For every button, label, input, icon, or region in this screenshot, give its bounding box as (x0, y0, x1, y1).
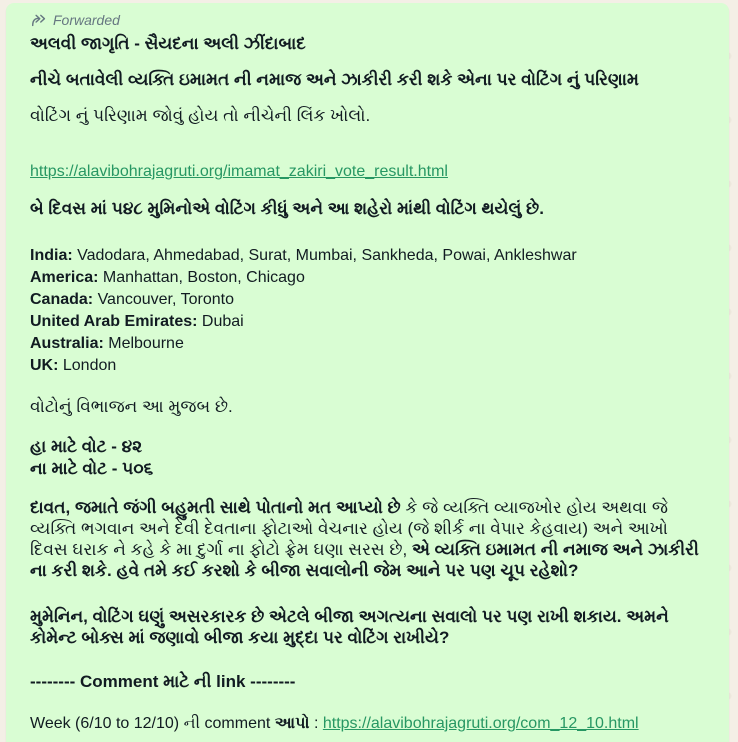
city-names: Melbourne (103, 335, 184, 352)
feedback-paragraph: મુમેનિન, વોટિંગ ઘણું અસરકારક છે એટલે બીજા અગત્યના સવાલો પર પણ રાખી શકાય. અમને કોમેન્ટ બોક્સ માં જણાવો બીજા કયા મુદ્દા પર વોટિંગ રાખીયે? (30, 607, 669, 647)
argument-bold-end: એ વ્યક્તિ ઇમામત ની નમાજ અને ઝાકીરી ના કરી શકે. હવે તમે કઈ કરશો કે બીજા સવાલોની જેમ આને પર પણ ચૂપ રહેશો? (30, 540, 699, 580)
country-label: America: (30, 269, 99, 286)
week-bold-word: આપો (274, 715, 310, 732)
forwarded-label-row (30, 11, 703, 29)
forward-icon (30, 14, 48, 27)
argument-regular-mid: કે જે વ્યક્તિ વ્યાજખોર હોય અથવા જે વ્યક્તિ ભગવાન અને દેવી દેવતાના ફોટાઓ વેચનાર હોય (જે શીર્ક ના વેપાર કેહવાય) અને આખો દિવસ ઘરાક ને કહે કે મા દુર્ગા ના ફોટો ફ્રેમ ઘણા સરસ છે, (30, 498, 668, 559)
country-label: United Arab Emirates: (30, 313, 198, 330)
yes-votes-line: હા માટે વોટ - ૪૨ (30, 437, 143, 456)
vote-results (30, 436, 703, 480)
stats-line: બે દિવસ માં ૫૪૮ મુમિનોએ વોટિંગ કીધું અને આ શહેરો માંથી વોટિંગ થયેલું છે. (30, 199, 544, 218)
city-row-america (30, 267, 703, 289)
city-row-canada (30, 289, 703, 311)
open-link-hint: વોટિંગ નું પરિણામ જોવું હોય તો નીચેની લિંક ખોલો. (30, 106, 371, 125)
no-votes-line: ના માટે વોટ - ૫૦૬ (30, 459, 154, 478)
vote-split-line: વોટોનું વિભાજન આ મુજબ છે. (30, 397, 233, 416)
week-prefix: Week (6/10 to 12/10) ની comment (30, 715, 275, 732)
argument-paragraph (30, 497, 703, 581)
city-names: Dubai (197, 313, 244, 330)
country-label: India: (30, 247, 73, 264)
comment-link[interactable]: https://alavibohrajagruti.org/com_12_10.html (322, 715, 639, 732)
city-row-australia (30, 333, 703, 355)
city-names: London (58, 357, 117, 374)
argument-bold-start: દાવત, જમાતે જંગી બહુમતી સાથે પોતાનો મત આપ્યો છે (30, 498, 401, 517)
city-names: Vadodara, Ahmedabad, Surat, Mumbai, Sankheda, Powai, Ankleshwar (72, 247, 577, 264)
result-link-row (30, 160, 703, 182)
forwarded-label: Forwarded (53, 12, 120, 28)
city-names: Vancouver, Toronto (93, 291, 234, 308)
comment-link-header: -------- Comment માટે ની link -------- (30, 672, 296, 691)
week-separator: : (309, 715, 323, 732)
message-bubble (6, 3, 729, 742)
city-row-uk (30, 355, 703, 377)
cities-list (30, 245, 703, 377)
city-row-uae (30, 311, 703, 333)
vote-result-link[interactable]: https://alavibohrajagruti.org/imamat_zakiri_vote_result.html (30, 163, 448, 180)
city-row-india (30, 245, 703, 267)
voting-subject-line: નીચે બતાવેલી વ્યક્તિ ઇમામત ની નમાજ અને ઝાકીરી કરી શકે એના પર વોટિંગ નું પરિણામ (30, 70, 639, 89)
country-label: Australia: (30, 335, 104, 352)
country-label: Canada: (30, 291, 94, 308)
week-comment-line (30, 713, 703, 735)
city-names: Manhattan, Boston, Chicago (98, 269, 305, 286)
country-label: UK: (30, 357, 59, 374)
message-title: અલવી જાગૃતિ - સૈયદના અલી ઝીંદાબાદ (30, 34, 306, 53)
